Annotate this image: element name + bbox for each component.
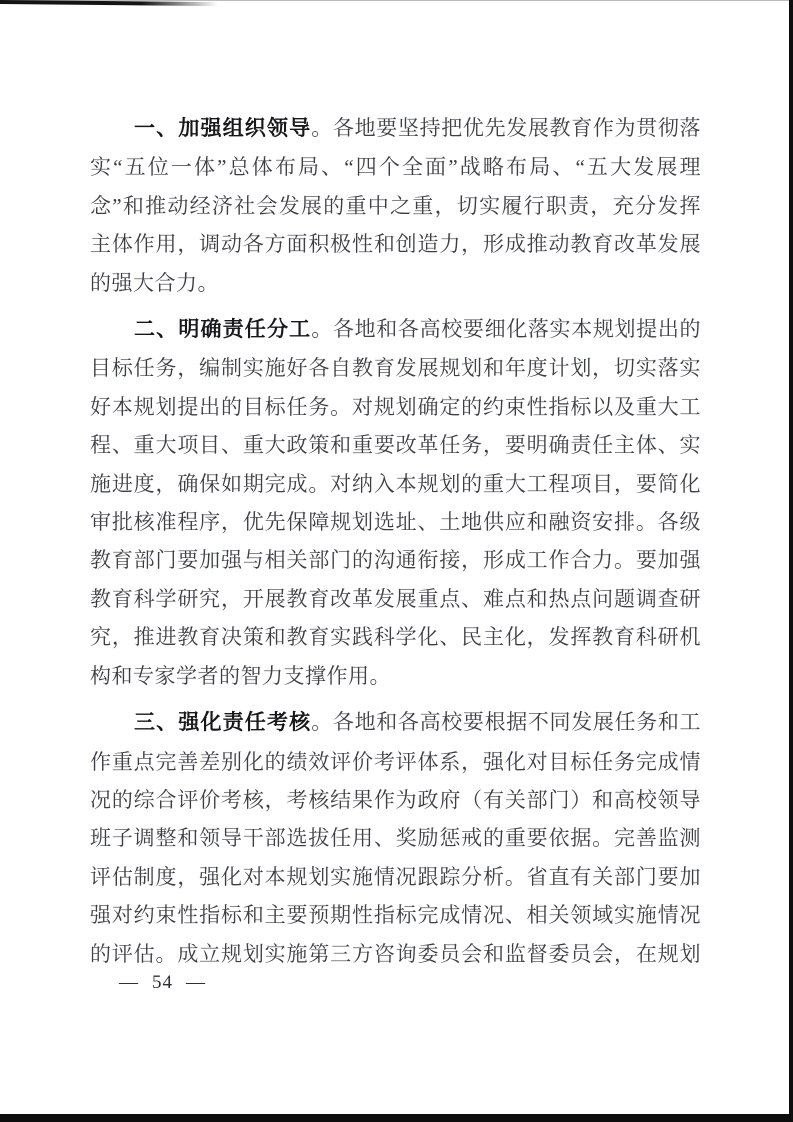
body-text: 各地和各高校要根据不同发展任务和工 (332, 710, 702, 735)
text-line: 目标任务，编制实施好各自教育发展规划和年度计划，切实落实 (90, 356, 701, 381)
text-line: 念”和推动经济社会发展的重中之重，切实履行职责，充分发挥 (90, 193, 701, 218)
footer-dash-left: — (119, 972, 139, 993)
text-line: 程、重大项目、重大政策和重要改革任务，要明确责任主体、实 (90, 433, 701, 458)
scan-edge-bottom (0, 1114, 793, 1122)
text-line: 主体作用，调动各方面积极性和创造力，形成推动教育改革发展 (90, 232, 701, 257)
heading-separator: 。 (311, 317, 333, 342)
heading-separator: 。 (311, 116, 333, 140)
text-line: 的评估。成立规划实施第三方咨询委员会和监督委员会，在规划 (90, 941, 701, 966)
text-line: 的强大合力。 (90, 270, 219, 295)
text-line: 教育部门要加强与相关部门的沟通衔接，形成工作合力。要加强 (90, 548, 701, 573)
text-line: 教育科学研究，开展教育改革发展重点、难点和热点问题调查研 (90, 586, 701, 611)
text-line: 好本规划提出的目标任务。对规划确定的约束性指标以及重大工 (90, 394, 701, 419)
text-line: 评估制度，强化对本规划实施情况跟踪分析。省直有关部门要加 (90, 864, 701, 889)
scan-edge-right (789, 0, 793, 1122)
text-line: 作重点完善差别化的绩效评价考评体系，强化对目标任务完成情 (90, 749, 701, 774)
body-text: 各地要坚持把优先发展教育作为贯彻落 (332, 116, 702, 140)
text-line: 班子调整和领导干部选拔任用、奖励惩戒的重要依据。完善监测 (90, 826, 701, 851)
paragraph-first-line (90, 703, 701, 742)
document-body (90, 109, 701, 973)
text-line: 究，推进教育决策和教育实践科学化、民主化，发挥教育科研机 (90, 625, 701, 650)
text-line: 施进度，确保如期完成。对纳入本规划的重大工程项目，要简化 (90, 471, 701, 496)
paragraph-section-1 (90, 109, 701, 302)
section-heading: 一、加强组织领导 (134, 117, 312, 140)
paragraph-first-line (90, 109, 701, 148)
text-line: 构和专家学者的智力支撑作用。 (90, 663, 391, 688)
paragraph-first-line (90, 310, 701, 349)
text-line: 实“五位一体”总体布局、“四个全面”战略布局、“五大发展理 (90, 155, 701, 180)
paragraph-section-3 (90, 703, 701, 973)
body-text: 各地和各高校要细化落实本规划提出的 (332, 317, 702, 342)
text-line: 况的综合评价考核，考核结果作为政府（有关部门）和高校领导 (90, 787, 701, 812)
scan-edge-top-artifact (0, 0, 218, 6)
section-heading: 二、明确责任分工 (134, 318, 312, 342)
footer-dash-right: — (186, 972, 206, 993)
page-number: 54 (152, 972, 173, 993)
text-line: 强对约束性指标和主要预期性指标完成情况、相关领域实施情况 (90, 903, 701, 928)
heading-separator: 。 (311, 710, 333, 735)
text-line: 审批核准程序，优先保障规划选址、土地供应和融资安排。各级 (90, 510, 701, 535)
page-footer (119, 972, 206, 994)
paragraph-section-2 (90, 310, 701, 695)
section-heading: 三、强化责任考核 (134, 711, 312, 735)
